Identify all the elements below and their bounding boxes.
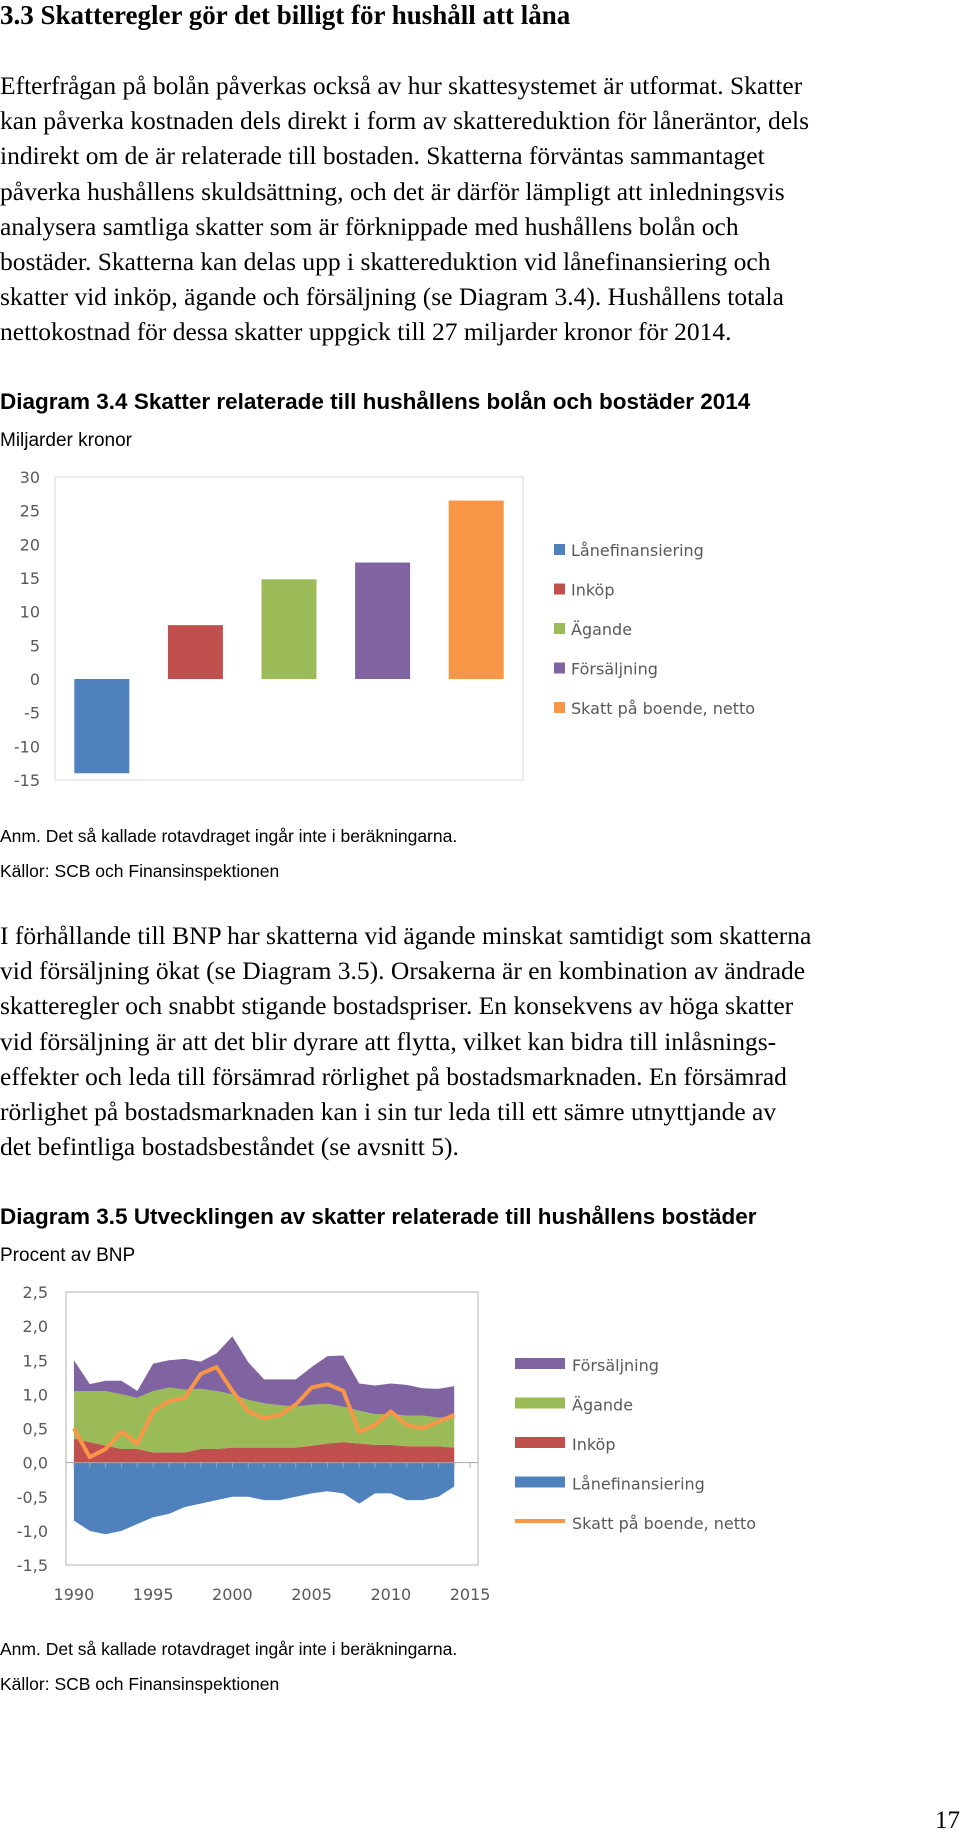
area-series-1 [74, 1463, 454, 1535]
legend-swatch [515, 1358, 565, 1369]
diagram-35-note: Anm. Det så kallade rotavdraget ingår inte i beräkningarna. [0, 1639, 458, 1659]
y-tick-label: 1,5 [22, 1351, 48, 1371]
y-tick-label: -15 [13, 771, 40, 790]
legend-label: Ägande [571, 620, 633, 639]
y-tick-label: -5 [24, 703, 40, 723]
legend-label: Lånefinansiering [571, 541, 704, 560]
diagram-35-unit: Procent av BNP [0, 1245, 136, 1266]
y-tick-label: -10 [13, 737, 40, 757]
legend-swatch [515, 1477, 565, 1488]
paragraph-line: rörlighet på bostadsmarknaden kan i sin tur leda till ett sämre utnyttjande av [0, 1097, 777, 1127]
legend-label: Försäljning [571, 659, 658, 679]
x-tick-label: 2000 [212, 1585, 253, 1604]
y-tick-label: 20 [19, 535, 40, 555]
paragraph-line: skatter vid inköp, ägande och försäljning (se Diagram 3.4). Hushållens totala [0, 282, 784, 312]
legend-label: Inköp [572, 1435, 616, 1454]
legend-swatch [554, 584, 565, 595]
paragraph-line: vid försäljning är att det blir dyrare att flytta, vilket kan bidra till inlåsnings- [0, 1026, 777, 1056]
legend-swatch [554, 702, 565, 713]
paragraph-line: kan påverka kostnaden dels direkt i form av skattereduktion för låneräntor, dels [0, 106, 810, 136]
diagram-35-title: Diagram 3.5 Utvecklingen av skatter relaterade till hushållens bostäder [0, 1204, 757, 1229]
legend-label: Inköp [571, 580, 615, 600]
legend-swatch [515, 1398, 565, 1409]
legend-label: Lånefinansiering [572, 1474, 705, 1494]
legend-label: Skatt på boende, netto [571, 699, 756, 718]
x-tick-label: 2010 [370, 1585, 412, 1604]
paragraph-line: Efterfrågan på bolån påverkas också av hur skattesystemet är utformat. Skatter [0, 71, 803, 100]
diagram-34-source: Källor: SCB och Finansinspektionen [0, 861, 280, 881]
paragraph-line: vid försäljning ökat (se Diagram 3.5). Orsakerna är en kombination av ändrade [0, 956, 806, 986]
paragraph-line: skatteregler och snabbt stigande bostadspriser. En konsekvens av höga skatter [0, 991, 794, 1021]
body-paragraph-2 [0, 918, 960, 1164]
x-tick-label: 2015 [449, 1585, 491, 1604]
paragraph-line: indirekt om de är relaterade till bostaden. Skatterna förväntas sammantaget [0, 141, 765, 171]
y-tick-label: 25 [19, 501, 40, 521]
legend-label: Skatt på boende, netto [572, 1514, 757, 1533]
legend-swatch [554, 623, 565, 634]
legend-swatch [554, 544, 565, 555]
diagram-34-title: Diagram 3.4 Skatter relaterade till hushållens bolån och bostäder 2014 [0, 389, 751, 414]
paragraph-line: effekter och leda till försämrad rörlighet på bostadsmarknaden. En försämrad [0, 1061, 787, 1091]
y-tick-label: 30 [19, 468, 40, 487]
area-chart-35 [0, 1270, 960, 1615]
y-tick-label: 0,0 [22, 1453, 48, 1473]
y-tick-label: 5 [29, 636, 40, 656]
y-tick-label: 1,0 [22, 1385, 48, 1405]
x-tick-label: 1995 [132, 1585, 174, 1604]
y-tick-label: 0,5 [22, 1419, 48, 1439]
bar-1 [74, 679, 129, 773]
page-number: 17 [935, 1807, 960, 1834]
diagram-34-note: Anm. Det så kallade rotavdraget ingår inte i beräkningarna. [0, 826, 458, 846]
bar-chart-34 [0, 450, 960, 790]
paragraph-line: I förhållande till BNP har skatterna vid ägande minskat samtidigt som skatterna [0, 921, 812, 950]
section-heading: 3.3 Skatteregler gör det billigt för hushåll att låna [0, 0, 571, 30]
bar-4 [355, 563, 410, 679]
legend-swatch [515, 1437, 565, 1448]
paragraph-line: bostäder. Skatterna kan delas upp i skattereduktion vid lånefinansiering och [0, 247, 771, 277]
diagram-34-unit: Miljarder kronor [0, 430, 132, 451]
y-tick-label: 0 [29, 670, 40, 689]
diagram-35-source: Källor: SCB och Finansinspektionen [0, 1674, 280, 1694]
bar-2 [168, 625, 223, 679]
paragraph-line: nettokostnad för dessa skatter uppgick till 27 miljarder kronor för 2014. [0, 317, 732, 347]
paragraph-line: påverka hushållens skuldsättning, och det är därför lämpligt att inledningsvis [0, 176, 785, 206]
y-tick-label: 15 [19, 569, 40, 588]
bar-3 [262, 579, 317, 679]
y-tick-label: -1,0 [16, 1521, 48, 1541]
x-tick-label: 2005 [291, 1585, 332, 1604]
y-tick-label: 2,5 [22, 1283, 48, 1302]
legend-label: Ägande [572, 1395, 634, 1415]
y-tick-label: -1,5 [16, 1556, 48, 1575]
paragraph-line: det befintliga bostadsbeståndet (se avsnitt 5). [0, 1132, 459, 1162]
body-paragraph-1 [0, 68, 960, 350]
legend-swatch [554, 663, 565, 674]
paragraph-line: analysera samtliga skatter som är förknippade med hushållens bolån och [0, 211, 739, 241]
bar-5 [449, 501, 504, 679]
legend-label: Försäljning [572, 1356, 659, 1375]
x-tick-label: 1990 [53, 1585, 95, 1604]
y-tick-label: 2,0 [22, 1317, 48, 1337]
y-tick-label: 10 [19, 602, 40, 622]
y-tick-label: -0,5 [16, 1487, 48, 1507]
